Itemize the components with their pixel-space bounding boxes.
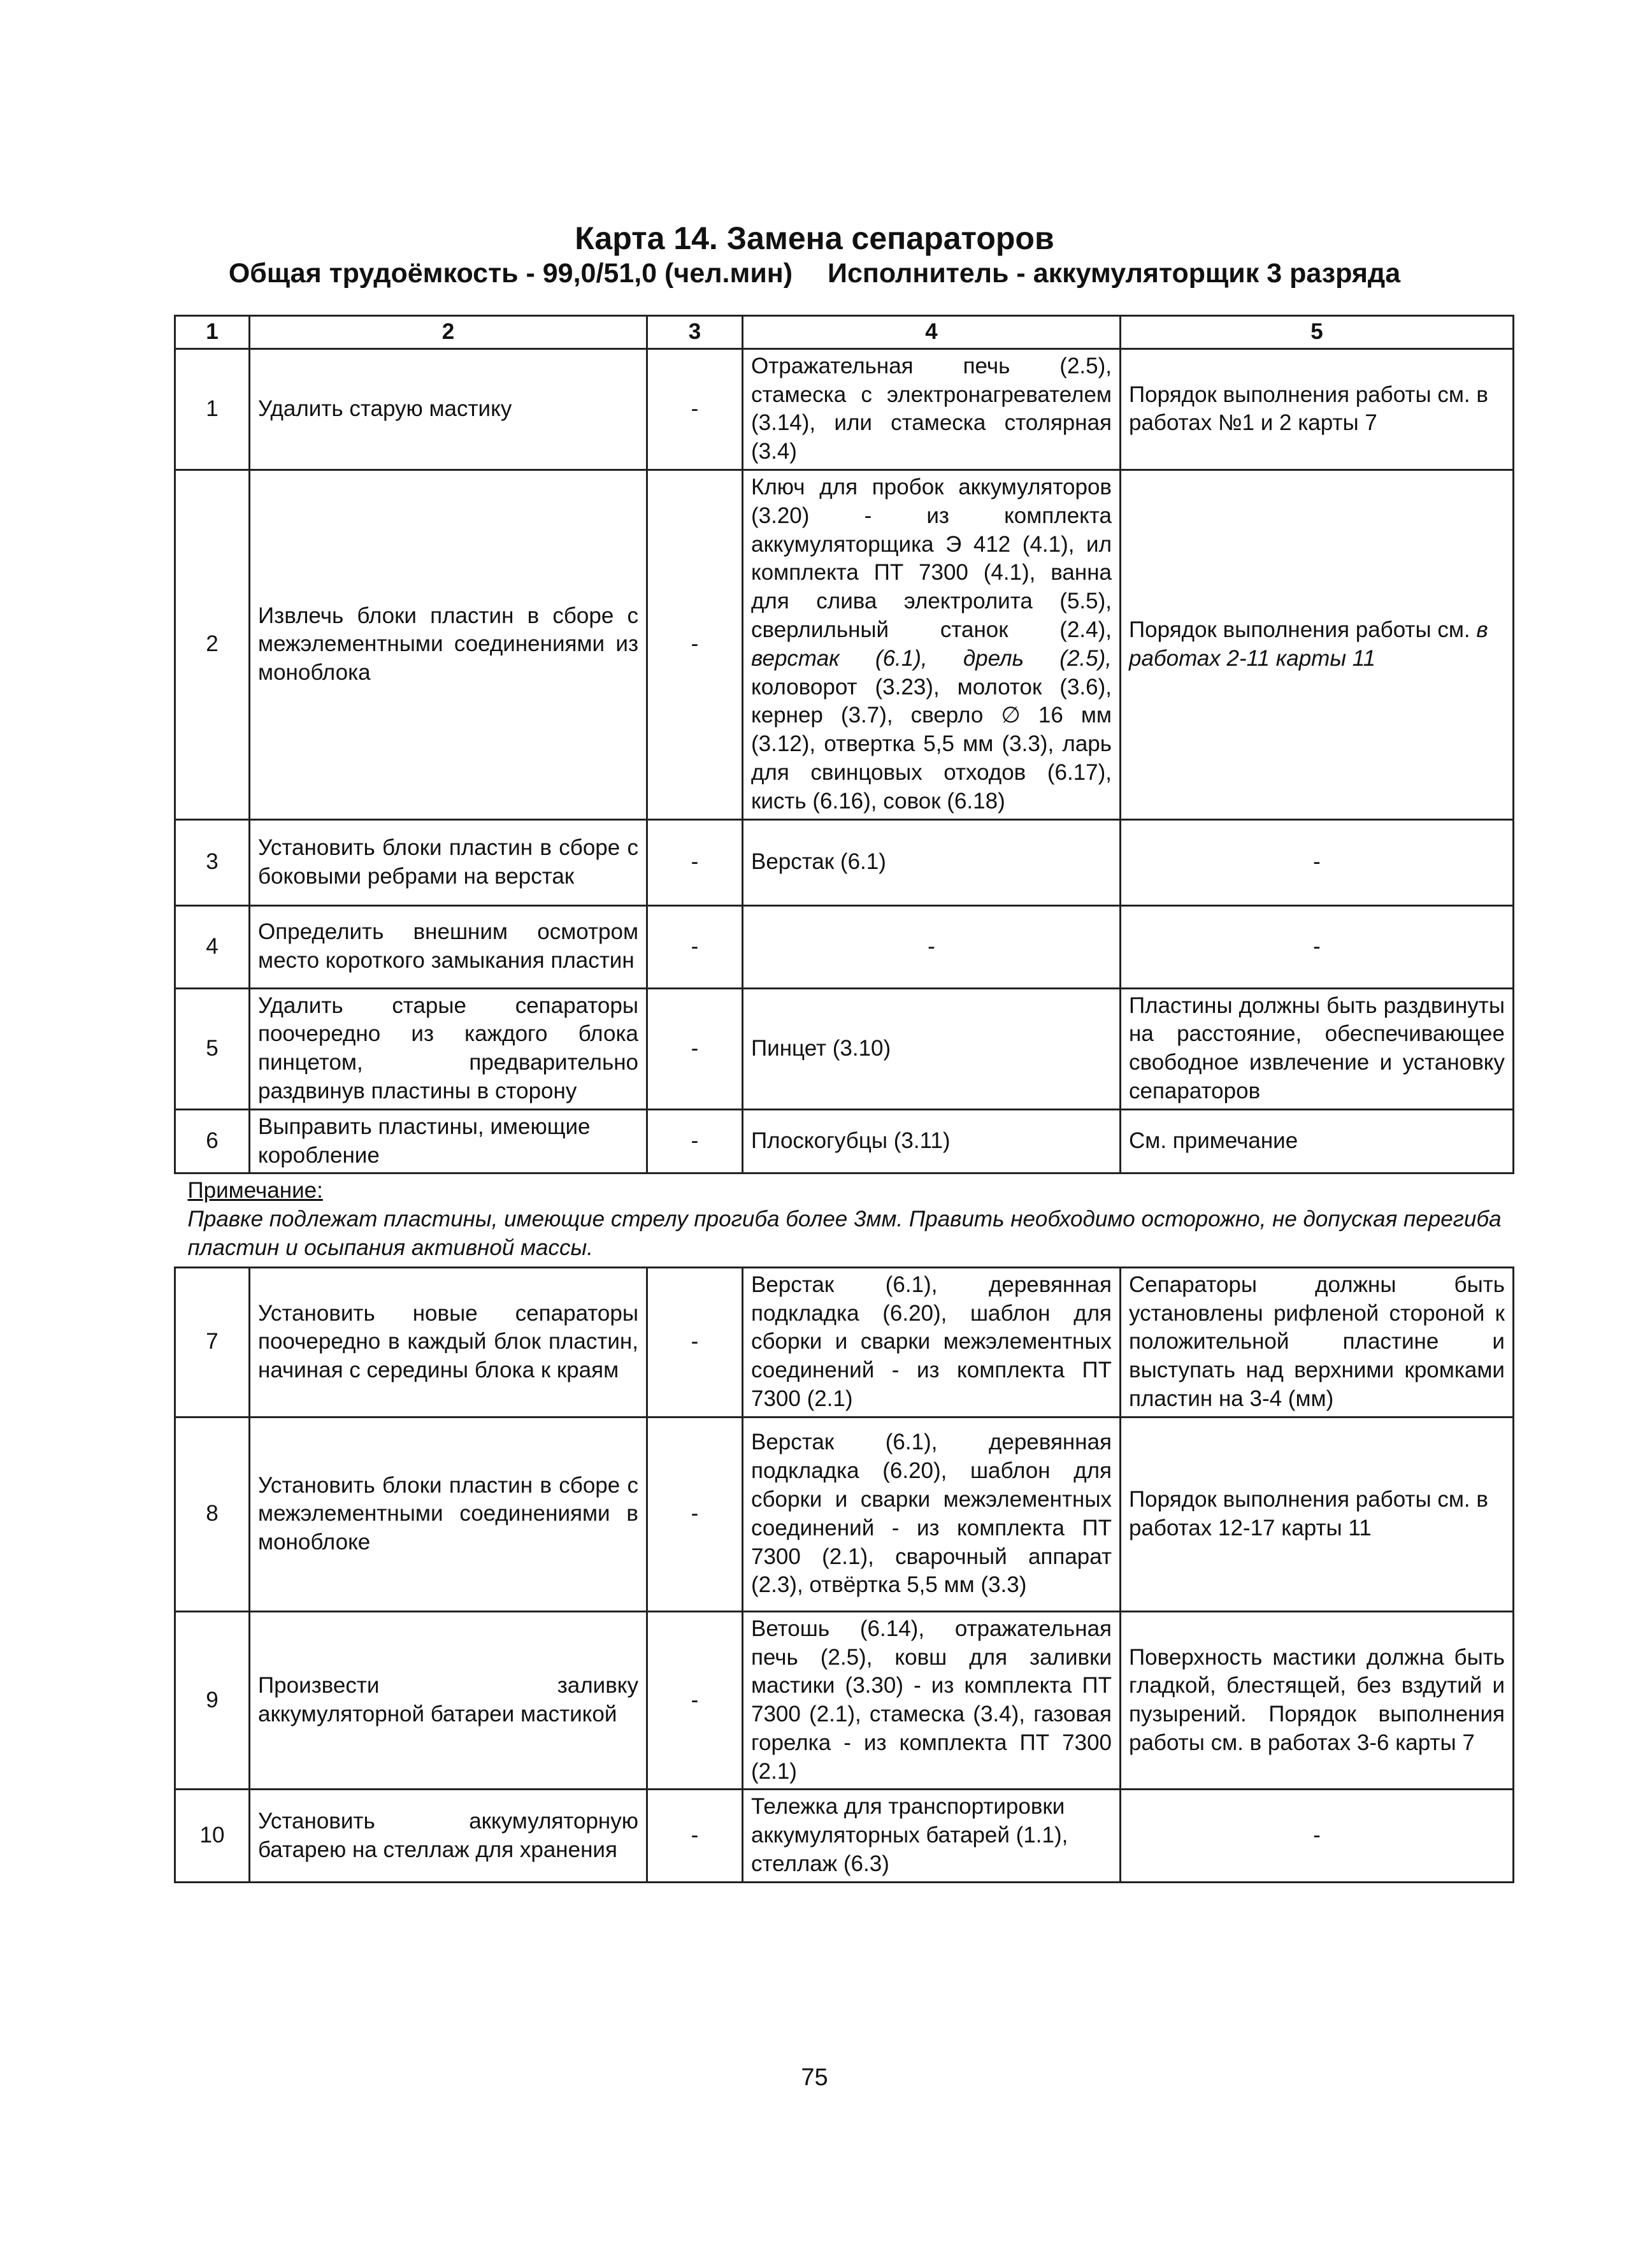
column-header: 4 bbox=[743, 316, 1121, 349]
table-row bbox=[175, 905, 1514, 988]
column-header: 2 bbox=[250, 316, 647, 349]
column3-cell: - bbox=[647, 1267, 743, 1417]
table-row bbox=[175, 1109, 1514, 1173]
tools-cell: Отражательная печь (2.5), стамеска с электронагревателем (3.14), или стамеска столярная (3.4) bbox=[743, 348, 1121, 470]
notes-cell: - bbox=[1121, 905, 1514, 988]
table-row bbox=[175, 988, 1514, 1109]
table-row bbox=[175, 1611, 1514, 1790]
note-cell bbox=[175, 1173, 1514, 1267]
row-number: 5 bbox=[175, 988, 250, 1109]
tools-cell: Верстак (6.1), деревянная подкладка (6.20), шаблон для сборки и сварки межэлементных соединений - из комплекта ПТ 7300 (2.1) bbox=[743, 1267, 1121, 1417]
table-row bbox=[175, 1267, 1514, 1417]
notes-cell: Порядок выполнения работы см. в работах №1 и 2 карты 7 bbox=[1121, 348, 1514, 470]
operation-cell: Установить аккумуляторную батарею на стеллаж для хранения bbox=[250, 1790, 647, 1882]
note-text: Правке подлежат пластины, имеющие стрелу прогиба более 3мм. Править необходимо осторожно, не допуская перегиба пластин и осыпания активной массы. bbox=[187, 1207, 1502, 1260]
notes-cell: См. примечание bbox=[1121, 1109, 1514, 1173]
column3-cell: - bbox=[647, 1417, 743, 1611]
performer: Исполнитель - аккумуляторщик 3 разряда bbox=[828, 258, 1401, 289]
row-number: 9 bbox=[175, 1611, 250, 1790]
notes-text: Порядок выполнения работы см. bbox=[1129, 617, 1470, 642]
column3-cell: - bbox=[647, 988, 743, 1109]
operation-cell: Выправить пластины, имеющие коробление bbox=[250, 1109, 647, 1173]
tools-text: Ключ для пробок аккумуляторов (3.20) - из комплекта аккумуляторщика Э 412 (4.1), ил комплекта ПТ 7300 (4.1), ванна для слива электролита (5.5), сверлильный станок (2.4), bbox=[751, 474, 1112, 642]
notes-cell: - bbox=[1121, 819, 1514, 905]
column3-cell: - bbox=[647, 1611, 743, 1790]
operation-cell: Установить новые сепараторы поочередно в каждый блок пластин, начиная с середины блока к краям bbox=[250, 1267, 647, 1417]
column3-cell: - bbox=[647, 1790, 743, 1882]
row-number: 2 bbox=[175, 470, 250, 819]
operation-cell: Удалить старые сепараторы поочередно из каждого блока пинцетом, предварительно раздвинув пластины в сторону bbox=[250, 988, 647, 1109]
tools-cell: Верстак (6.1), деревянная подкладка (6.20), шаблон для сборки и сварки межэлементных соединений - из комплекта ПТ 7300 (2.1), сварочный аппарат (2.3), отвёртка 5,5 мм (3.3) bbox=[743, 1417, 1121, 1611]
note-heading: Примечание: bbox=[187, 1178, 323, 1203]
tools-cell: - bbox=[743, 905, 1121, 988]
tools-text: коловорот (3.23), молоток (3.6), кернер (3.7), сверло ∅ 16 мм (3.12), отвертка 5,5 мм (3.3), ларь для свинцовых отходов (6.17), кисть (6.16), совок (6.18) bbox=[751, 674, 1112, 814]
row-number: 4 bbox=[175, 905, 250, 988]
labor-intensity: Общая трудоёмкость - 99,0/51,0 (чел.мин) bbox=[228, 258, 793, 289]
tools-text-italic: верстак (6.1), дрель (2.5), bbox=[751, 645, 1112, 671]
notes-cell: Порядок выполнения работы см. в работах 12-17 карты 11 bbox=[1121, 1417, 1514, 1611]
notes-cell: Сепараторы должны быть установлены рифленой стороной к положительной пластине и выступать над верхними кромками пластин на 3-4 (мм) bbox=[1121, 1267, 1514, 1417]
tools-cell: Ветошь (6.14), отражательная печь (2.5), ковш для заливки мастики (3.30) - из комплекта ПТ 7300 (2.1), стамеска (3.4), газовая горелка - из комплекта ПТ 7300 (2.1) bbox=[743, 1611, 1121, 1790]
page-title: Карта 14. Замена сепараторов bbox=[575, 220, 1054, 256]
row-number: 1 bbox=[175, 348, 250, 470]
tools-cell: Пинцет (3.10) bbox=[743, 988, 1121, 1109]
table-row bbox=[175, 1790, 1514, 1882]
column-header: 1 bbox=[175, 316, 250, 349]
operation-cell: Установить блоки пластин в сборе с межэлементными соединениями в моноблоке bbox=[250, 1417, 647, 1611]
column3-cell: - bbox=[647, 348, 743, 470]
table-row bbox=[175, 348, 1514, 470]
notes-text-italic: в работах 2-11 карты 11 bbox=[1129, 617, 1488, 671]
row-number: 3 bbox=[175, 819, 250, 905]
page-subtitle bbox=[0, 258, 1629, 289]
operation-cell: Удалить старую мастику bbox=[250, 348, 647, 470]
note-row bbox=[175, 1173, 1514, 1267]
notes-cell: - bbox=[1121, 1790, 1514, 1882]
table-row bbox=[175, 1417, 1514, 1611]
tools-cell bbox=[743, 470, 1121, 819]
operation-cell: Установить блоки пластин в сборе с боковыми ребрами на верстак bbox=[250, 819, 647, 905]
tools-cell: Верстак (6.1) bbox=[743, 819, 1121, 905]
tools-cell: Тележка для транспортировки аккумуляторных батарей (1.1), стеллаж (6.3) bbox=[743, 1790, 1121, 1882]
row-number: 10 bbox=[175, 1790, 250, 1882]
column-header: 3 bbox=[647, 316, 743, 349]
column-header: 5 bbox=[1121, 316, 1514, 349]
table-row bbox=[175, 819, 1514, 905]
operations-table bbox=[174, 315, 1514, 1883]
notes-cell: Пластины должны быть раздвинуты на расстояние, обеспечивающее свободное извлечение и установку сепараторов bbox=[1121, 988, 1514, 1109]
notes-cell: Поверхность мастики должна быть гладкой, блестящей, без вздутий и пузырений. Порядок выполнения работы см. в работах 3-6 карты 7 bbox=[1121, 1611, 1514, 1790]
tools-cell: Плоскогубцы (3.11) bbox=[743, 1109, 1121, 1173]
page-number: 75 bbox=[801, 2064, 828, 2091]
table-row bbox=[175, 470, 1514, 819]
operation-cell: Извлечь блоки пластин в сборе с межэлементными соединениями из моноблока bbox=[250, 470, 647, 819]
row-number: 7 bbox=[175, 1267, 250, 1417]
column3-cell: - bbox=[647, 1109, 743, 1173]
operation-cell: Произвести заливку аккумуляторной батареи мастикой bbox=[250, 1611, 647, 1790]
operation-cell: Определить внешним осмотром место короткого замыкания пластин bbox=[250, 905, 647, 988]
row-number: 6 bbox=[175, 1109, 250, 1173]
column3-cell: - bbox=[647, 819, 743, 905]
notes-cell bbox=[1121, 470, 1514, 819]
row-number: 8 bbox=[175, 1417, 250, 1611]
table-header-row bbox=[175, 316, 1514, 349]
column3-cell: - bbox=[647, 470, 743, 819]
column3-cell: - bbox=[647, 905, 743, 988]
